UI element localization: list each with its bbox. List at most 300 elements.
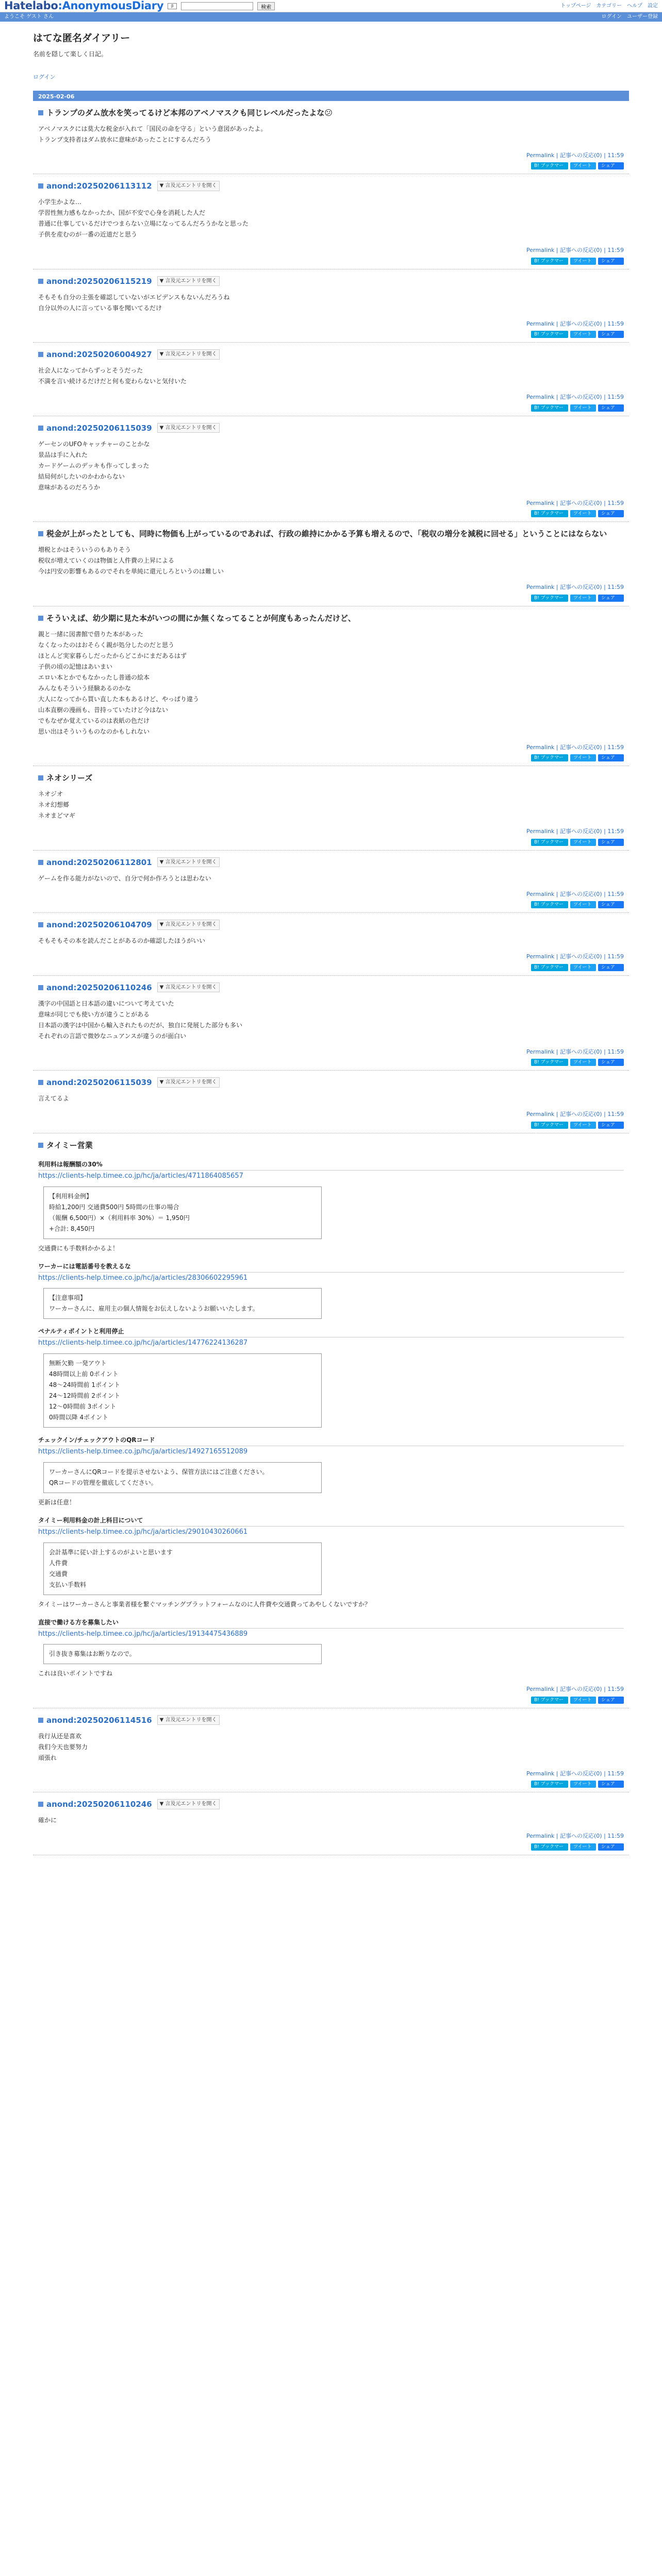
box-line: 12〜0時間前 3ポイント <box>49 1403 117 1410</box>
entry-time: 11:59 <box>607 1686 624 1693</box>
entry-footer-links: Permalink | 記事への反応(0) | 11:59 <box>526 584 624 591</box>
welcome-text: ようこそ ゲスト さん <box>4 14 54 20</box>
entry-title[interactable] <box>38 527 624 540</box>
entry-title-text[interactable]: anond:20250206113112 <box>46 181 152 191</box>
entry-time: 11:59 <box>607 1770 624 1777</box>
box-line: QRコードの管理を徹底してください。 <box>49 1479 157 1486</box>
help-url-link[interactable]: https://clients-help.timee.co.jp/hc/ja/articles/19134475436889 <box>38 1630 248 1638</box>
box-line: 48〜24時間前 1ポイント <box>49 1381 120 1388</box>
entry-line: ネオジオ <box>38 790 63 798</box>
bookmark-button[interactable]: B! ブックマーク <box>531 964 568 971</box>
entry <box>33 1071 629 1133</box>
open-source-entry-button[interactable]: ▼ 言及元エントリを開く <box>157 1715 220 1725</box>
bookmark-button[interactable]: B! ブックマーク <box>531 331 568 338</box>
refs-link[interactable]: 記事への反応(0) <box>560 320 602 327</box>
square-icon <box>38 985 43 990</box>
share-buttons <box>38 754 624 768</box>
permalink-link[interactable]: Permalink <box>526 953 555 960</box>
refs-link[interactable]: 記事への反応(0) <box>560 584 602 591</box>
entry-title[interactable] <box>38 179 624 193</box>
permalink-link[interactable]: Permalink <box>526 1770 555 1777</box>
entry-title-text[interactable]: anond:20250206115219 <box>46 276 152 286</box>
entry <box>33 101 629 175</box>
beta-badge: β <box>168 3 177 9</box>
entry-footer-links: Permalink | 記事への反応(0) | 11:59 <box>526 953 624 960</box>
entry-footer-links: Permalink | 記事への反応(0) | 11:59 <box>526 247 624 254</box>
entry <box>33 416 629 522</box>
link-top[interactable]: トップページ <box>560 3 591 9</box>
entry-title[interactable] <box>38 1076 624 1089</box>
entry-title-text[interactable]: anond:20250206104709 <box>46 920 152 929</box>
entry-footer-links: Permalink | 記事への反応(0) | 11:59 <box>526 394 624 401</box>
timee-entry <box>33 1133 629 1708</box>
section-heading: 利用料は報酬額の30% <box>38 1159 624 1171</box>
facebook-share-button[interactable]: シェア <box>598 1843 624 1851</box>
entry-line: 我们今天也要努力 <box>38 1743 88 1751</box>
entry-body <box>38 197 624 240</box>
entry-line: 頑張れ <box>38 1754 57 1761</box>
permalink-link[interactable]: Permalink <box>526 1833 555 1840</box>
permalink-link[interactable]: Permalink <box>526 1111 555 1118</box>
entry-title-text[interactable]: anond:20250206112801 <box>46 857 152 867</box>
link-settings[interactable]: 設定 <box>648 3 658 9</box>
open-source-entry-button[interactable]: ▼ 言及元エントリを開く <box>157 982 220 993</box>
section-heading: チェックイン/チェックアウトのQRコード <box>38 1435 624 1446</box>
topbar <box>0 0 662 12</box>
entry-footer-links: Permalink | 記事への反応(0) | 11:59 <box>526 743 624 751</box>
entry-time: 11:59 <box>607 1833 624 1840</box>
entry-title[interactable] <box>38 275 624 288</box>
permalink-link[interactable]: Permalink <box>526 890 555 897</box>
share-buttons <box>38 901 624 914</box>
square-icon <box>38 1080 43 1085</box>
box-line: 支払い手数料 <box>49 1581 87 1588</box>
tweet-button[interactable]: ツイート <box>570 1843 596 1851</box>
square-icon <box>38 531 43 536</box>
entry-time: 11:59 <box>607 1111 624 1118</box>
bookmark-button[interactable]: B! ブックマーク <box>531 1781 568 1788</box>
bookmark-button[interactable]: B! ブックマーク <box>531 1059 568 1066</box>
box-line: 時給1,200円 交通費500円 5時間の仕事の場合 <box>49 1203 179 1211</box>
facebook-share-button[interactable]: シェア <box>598 510 624 517</box>
entry-line: 山本直樹の漫画も、昔持っていたけど今はない <box>38 706 169 714</box>
box-line: 【利用料金例】 <box>49 1192 93 1200</box>
tweet-button[interactable]: ツイート <box>570 331 596 338</box>
entry <box>33 343 629 416</box>
refs-link[interactable]: 記事への反応(0) <box>560 890 602 897</box>
refs-link[interactable]: 記事への反応(0) <box>560 1048 602 1055</box>
entry <box>33 269 629 343</box>
entry-footer-links: Permalink | 記事への反応(0) | 11:59 <box>526 151 624 159</box>
square-icon <box>38 1143 43 1148</box>
entry-title[interactable]: タイミー営業 <box>38 1139 624 1152</box>
bookmark-button[interactable]: B! ブックマーク <box>531 754 568 761</box>
refs-link[interactable]: 記事への反応(0) <box>560 1686 602 1693</box>
entry-title[interactable] <box>38 1798 624 1811</box>
entry-time: 11:59 <box>607 890 624 897</box>
entry-title[interactable] <box>38 1714 624 1727</box>
square-icon <box>38 1802 43 1807</box>
permalink-link[interactable]: Permalink <box>526 743 555 751</box>
permalink-link[interactable]: Permalink <box>526 828 555 835</box>
entry-line: 親と一緒に図書館で借りた本があった <box>38 630 143 638</box>
section-heading: ワーカーには電話番号を教えるな <box>38 1261 624 1273</box>
entry-title-text[interactable]: anond:20250206115039 <box>46 1078 152 1087</box>
entry-body <box>38 1731 624 1764</box>
entry-title-text[interactable]: anond:20250206004927 <box>46 350 152 359</box>
entry-time: 11:59 <box>607 394 624 401</box>
open-source-entry-button[interactable]: ▼ 言及元エントリを開く <box>157 276 220 286</box>
quote-box <box>43 1462 322 1493</box>
entry-line: 言えてるよ <box>38 1095 70 1103</box>
quote-box <box>43 1353 322 1428</box>
tweet-button[interactable]: ツイート <box>570 964 596 971</box>
entry-line: そもそも自分の主張を確認していないがエビデンスもないんだろうね <box>38 293 230 301</box>
tweet-button[interactable]: ツイート <box>570 595 596 602</box>
entry-title-text[interactable]: そういえば、幼少期に見た本がいつの間にか無くなってることが何度もあったんだけど、 <box>46 613 356 623</box>
tweet-button[interactable]: ツイート <box>570 754 596 761</box>
entry <box>33 522 629 606</box>
open-source-entry-button[interactable]: ▼ 言及元エントリを開く <box>157 181 220 191</box>
entry-title-text[interactable]: 税金が上がったとしても、同時に物価も上がっているのであれば、行政の維持にかかる予算も増えるので、「税収の増分を減税に回せる」ということにはならない <box>46 529 607 538</box>
square-icon <box>38 183 43 189</box>
section-note: タイミーはワーカーさんと事業者様を繋ぐマッチングプラットフォームなのに人件費や交通費ってあやしくないですか？ <box>38 1600 371 1608</box>
quote-box <box>43 1543 322 1595</box>
permalink-link[interactable]: Permalink <box>526 151 555 159</box>
entry-title-text[interactable]: anond:20250206110246 <box>46 982 152 992</box>
quote-box <box>43 1644 322 1664</box>
permalink-link[interactable]: Permalink <box>526 320 555 327</box>
bookmark-button[interactable]: B! ブックマーク <box>531 404 568 412</box>
share-buttons <box>38 1697 624 1710</box>
help-url-link[interactable]: https://clients-help.timee.co.jp/hc/ja/articles/29010430260661 <box>38 1528 248 1536</box>
bookmark-button[interactable]: B! ブックマーク <box>531 839 568 846</box>
box-line: 0時間以降 4ポイント <box>49 1414 109 1421</box>
facebook-share-button[interactable]: シェア <box>598 754 624 761</box>
permalink-link[interactable]: Permalink <box>526 1048 555 1055</box>
share-buttons <box>38 510 624 523</box>
entry-title-text[interactable]: ネオシリーズ <box>46 773 93 783</box>
box-line: 【注意事項】 <box>49 1294 87 1302</box>
entry-body <box>38 998 624 1042</box>
entry-time: 11:59 <box>607 743 624 751</box>
refs-link[interactable]: 記事への反応(0) <box>560 247 602 254</box>
entry <box>33 851 629 913</box>
tweet-button[interactable]: ツイート <box>570 1122 596 1129</box>
entry-time: 11:59 <box>607 320 624 327</box>
entry-title-text[interactable]: anond:20250206110246 <box>46 1800 152 1809</box>
entry-body <box>38 439 624 493</box>
square-icon <box>38 922 43 927</box>
tweet-button[interactable]: ツイート <box>570 901 596 908</box>
entry-line: みんなもそういう経験あるのかな <box>38 684 131 692</box>
refs-link[interactable]: 記事への反応(0) <box>560 394 602 401</box>
box-line: 24〜12時間前 2ポイント <box>49 1392 120 1399</box>
entry-title[interactable] <box>38 771 624 785</box>
open-source-entry-button[interactable]: ▼ 言及元エントリを開く <box>157 423 220 433</box>
entry-list <box>33 101 629 1133</box>
page-header <box>0 22 662 84</box>
entry <box>33 913 629 976</box>
search-button[interactable]: 検索 <box>257 2 275 10</box>
share-buttons <box>38 1122 624 1135</box>
facebook-share-button[interactable]: シェア <box>598 1697 624 1704</box>
bookmark-button[interactable]: B! ブックマーク <box>531 901 568 908</box>
entry-line: ほとんど実家暮らしだったからどこかにまだあるはず <box>38 652 187 659</box>
entry <box>33 606 629 767</box>
entry-title[interactable] <box>38 106 624 120</box>
entry <box>33 1792 629 1855</box>
facebook-share-button[interactable]: シェア <box>598 258 624 265</box>
share-buttons <box>38 1059 624 1072</box>
entry-time: 11:59 <box>607 953 624 960</box>
share-buttons <box>38 162 624 176</box>
share-buttons <box>38 331 624 344</box>
entry-line: ネオまどマギ <box>38 812 76 820</box>
section-heading: ペナルティポイントと利用停止 <box>38 1326 624 1337</box>
entry-line: 今は円安の影響もあるのでそれを単純に還元しろというのは難しい <box>38 568 224 575</box>
bookmark-button[interactable]: B! ブックマーク <box>531 1843 568 1851</box>
entry-body <box>38 124 624 145</box>
entry-footer-links: Permalink | 記事への反応(0) | 11:59 <box>526 828 624 835</box>
tweet-button[interactable]: ツイート <box>570 404 596 412</box>
bookmark-button[interactable]: B! ブックマーク <box>531 162 568 170</box>
open-source-entry-button[interactable]: ▼ 言及元エントリを開く <box>157 857 220 868</box>
square-icon <box>38 352 43 357</box>
refs-link[interactable]: 記事への反応(0) <box>560 1833 602 1840</box>
share-buttons <box>38 1843 624 1857</box>
entry-line: 不満を言い続けるだけだと何も変わらないと気付いた <box>38 378 187 385</box>
share-buttons <box>38 595 624 608</box>
permalink-link[interactable]: Permalink <box>526 247 555 254</box>
open-source-entry-button[interactable]: ▼ 言及元エントリを開く <box>157 920 220 930</box>
entry-line: 思い出はそういうものなのかもしれない <box>38 727 150 735</box>
section-heading: 直接で働ける方を募集したい <box>38 1617 624 1629</box>
entry-line: 社会人になってからずっとそうだった <box>38 367 143 375</box>
bookmark-button[interactable]: B! ブックマーク <box>531 258 568 265</box>
entry-title[interactable] <box>38 421 624 435</box>
open-source-entry-button[interactable]: ▼ 言及元エントリを開く <box>157 1799 220 1809</box>
help-url-link[interactable]: https://clients-help.timee.co.jp/hc/ja/articles/28306602295961 <box>38 1274 248 1282</box>
quote-box <box>43 1288 322 1319</box>
tweet-button[interactable]: ツイート <box>570 1059 596 1066</box>
entry-line: でもなぜか覚えているのは表紙の色だけ <box>38 717 150 724</box>
entry-time: 11:59 <box>607 151 624 159</box>
bookmark-button[interactable]: B! ブックマーク <box>531 510 568 517</box>
entry-time: 11:59 <box>607 1048 624 1055</box>
entry-line: アベノマスクには莫大な税金が入れて「国民の命を守る」という意図があったよ。 <box>38 125 267 132</box>
bookmark-button[interactable]: B! ブックマーク <box>531 1697 568 1704</box>
share-buttons <box>38 404 624 418</box>
open-source-entry-button[interactable]: ▼ 言及元エントリを開く <box>157 349 220 360</box>
section-note: これは良いポイントですね <box>38 1670 113 1677</box>
entry-body <box>38 1093 624 1104</box>
entry-footer-links: Permalink | 記事への反応(0) | 11:59 <box>526 1833 624 1840</box>
entry-title-text[interactable]: anond:20250206114516 <box>46 1715 152 1725</box>
tweet-button[interactable]: ツイート <box>570 839 596 846</box>
entry <box>33 976 629 1071</box>
tweet-button[interactable]: ツイート <box>570 258 596 265</box>
tweet-button[interactable]: ツイート <box>570 1781 596 1788</box>
entry-line: 漢字の中国語と日本語の違いについて考えていた <box>38 999 174 1007</box>
quote-box <box>43 1187 322 1239</box>
entry-body <box>38 545 624 577</box>
help-url-link[interactable]: https://clients-help.timee.co.jp/hc/ja/articles/4711864085657 <box>38 1172 243 1180</box>
entry-title[interactable] <box>38 348 624 361</box>
section-note: 更新は任意！ <box>38 1498 76 1506</box>
entry <box>33 174 629 269</box>
entries-main <box>33 91 629 1855</box>
entry-line: 大人になってから買い直した本もあるけど、やっぱり違う <box>38 695 200 703</box>
entry-line: 自分以外の人に言っている事を聞いてるだけ <box>38 304 162 312</box>
help-url-link[interactable]: https://clients-help.timee.co.jp/hc/ja/articles/14776224136287 <box>38 1339 248 1347</box>
permalink-link[interactable]: Permalink <box>526 499 555 506</box>
entry-footer-links: Permalink | 記事への反応(0) | 11:59 <box>526 320 624 327</box>
box-line: 会計基準に従い計上するのがよいと思います <box>49 1548 173 1556</box>
entry-time: 11:59 <box>607 828 624 835</box>
entry-body <box>38 365 624 387</box>
box-line: +合計: 8,450円 <box>49 1225 95 1232</box>
entry-time: 11:59 <box>607 499 624 506</box>
entry-line: 景品は手に入れた <box>38 451 88 459</box>
entry-time: 11:59 <box>607 584 624 591</box>
facebook-share-button[interactable]: シェア <box>598 331 624 338</box>
entry-title-text[interactable]: トランプのダム放水を笑ってるけど本邦のアベノマスクも同じレベルだったよな😕 <box>46 108 333 117</box>
entry-line: 普通に仕事しているだけでつまらない立場になってるんだろうかなと思った <box>38 220 249 228</box>
site-logo[interactable]: Hatelabo:AnonymousDiary <box>4 0 164 12</box>
entry-body <box>38 873 624 884</box>
box-line: （報酬 6,500円）×（利用料率 30%）＝ 1,950円 <box>49 1214 190 1222</box>
facebook-share-button[interactable]: シェア <box>598 839 624 846</box>
box-line: ワーカーさんに、雇用主の個人情報をお伝えしないようお願いいたします。 <box>49 1305 259 1313</box>
facebook-share-button[interactable]: シェア <box>598 1059 624 1066</box>
tweet-button[interactable]: ツイート <box>570 1697 596 1704</box>
entry-line: それぞれの言語で微妙なニュアンスが違うのが面白い <box>38 1032 187 1040</box>
permalink-link[interactable]: Permalink <box>526 584 555 591</box>
square-icon <box>38 1718 43 1723</box>
entry-body <box>38 1815 624 1826</box>
facebook-share-button[interactable]: シェア <box>598 595 624 602</box>
bookmark-button[interactable]: B! ブックマーク <box>531 595 568 602</box>
date-header: 2025-02-06 <box>33 91 629 101</box>
entry-line: 小学生かよな… <box>38 198 82 206</box>
entry-line: ゲーセンのUFOキャッチャーのことかな <box>38 440 150 448</box>
square-icon <box>38 860 43 865</box>
link-help[interactable]: ヘルプ <box>627 3 642 9</box>
entry-line: 意味があるのだろうか <box>38 483 101 491</box>
entry-line: カードゲームのデッキも作ってしまった <box>38 462 150 469</box>
entry-title[interactable] <box>38 856 624 869</box>
refs-link[interactable]: 記事への反応(0) <box>560 828 602 835</box>
entry-footer-links: Permalink | 記事への反応(0) | 11:59 <box>526 890 624 897</box>
section-heading: タイミー利用料金の計上科目について <box>38 1515 624 1527</box>
entry-line: そもそもその本を読んだことがあるのか確認したほうがいい <box>38 937 206 945</box>
refs-link[interactable]: 記事への反応(0) <box>560 151 602 159</box>
box-line: 交通費 <box>49 1570 68 1578</box>
entry <box>33 766 629 851</box>
box-line: 引き抜き募集はお断りなので。 <box>49 1650 136 1658</box>
page-description: 名前を隠して楽しく日記。 <box>33 50 108 58</box>
share-buttons <box>38 1781 624 1794</box>
entry-line: 子供を産むのが一番の近道だと思う <box>38 231 138 239</box>
box-line: 48時間以上前 0ポイント <box>49 1370 119 1378</box>
login-button[interactable]: ログイン <box>33 74 56 81</box>
open-source-entry-button[interactable]: ▼ 言及元エントリを開く <box>157 1077 220 1088</box>
register-link[interactable]: ユーザー登録 <box>627 14 658 20</box>
box-line: 無断欠勤 一発アウト <box>49 1360 107 1367</box>
refs-link[interactable]: 記事への反応(0) <box>560 953 602 960</box>
entry-title[interactable] <box>38 612 624 625</box>
page-title: はてな匿名ダイアリー <box>33 32 130 44</box>
entry-line: 確かに <box>38 1817 57 1824</box>
entry-footer-links: Permalink | 記事への反応(0) | 11:59 <box>526 499 624 506</box>
entry-line: 税収が増えていくのは物価と人件費の上昇による <box>38 557 175 565</box>
square-icon <box>38 616 43 621</box>
entry-footer-links: Permalink | 記事への反応(0) | 11:59 <box>526 1111 624 1118</box>
entry-line: 学習性無力感もなかったか、国が不安で心身を消耗した人だ <box>38 209 206 217</box>
facebook-share-button[interactable]: シェア <box>598 1781 624 1788</box>
entry-time: 11:59 <box>607 247 624 254</box>
square-icon <box>38 775 43 781</box>
entry-title[interactable] <box>38 918 624 931</box>
refs-link[interactable]: 記事への反応(0) <box>560 1111 602 1118</box>
entry-title[interactable] <box>38 981 624 994</box>
permalink-link[interactable]: Permalink <box>526 1686 555 1693</box>
entry-title-text[interactable]: anond:20250206115039 <box>46 423 152 433</box>
entry-line: トランプ支持者はダム放水に意味があったことにするんだろう <box>38 135 211 143</box>
entry-body <box>38 629 624 737</box>
refs-link[interactable]: 記事への反応(0) <box>560 499 602 506</box>
entry-line: 増税とかはそういうのもありそう <box>38 546 131 554</box>
login-link[interactable]: ログイン <box>601 14 622 20</box>
box-line: 人件費 <box>49 1559 68 1567</box>
help-url-link[interactable]: https://clients-help.timee.co.jp/hc/ja/articles/14927165512089 <box>38 1448 248 1455</box>
facebook-share-button[interactable]: シェア <box>598 404 624 412</box>
entry-line: 子供の頃の記憶はあいまい <box>38 663 113 670</box>
entry-footer-links: Permalink | 記事への反応(0) | 11:59 <box>526 1048 624 1055</box>
permalink-link[interactable]: Permalink <box>526 394 555 401</box>
entry-line: 日本語の漢字は中国から輸入されたものだが、独自に発展した部分も多い <box>38 1021 243 1029</box>
entry-body <box>38 789 624 821</box>
entry-line: 我行从还是喜欢 <box>38 1732 82 1740</box>
entry-line: ゲームを作る能力がないので、自分で何か作ろうとは思わない <box>38 874 211 882</box>
entry-line: 結局何がしたいのかわからない <box>38 472 125 480</box>
facebook-share-button[interactable]: シェア <box>598 901 624 908</box>
entry-footer-links: Permalink | 記事への反応(0) | 11:59 <box>526 1686 624 1693</box>
bookmark-button[interactable]: B! ブックマーク <box>531 1122 568 1129</box>
facebook-share-button[interactable]: シェア <box>598 964 624 971</box>
entry-body <box>38 936 624 946</box>
entry <box>33 1708 629 1793</box>
refs-link[interactable]: 記事への反応(0) <box>560 743 602 751</box>
entry-body <box>38 292 624 314</box>
facebook-share-button[interactable]: シェア <box>598 162 624 170</box>
tweet-button[interactable]: ツイート <box>570 510 596 517</box>
tweet-button[interactable]: ツイート <box>570 162 596 170</box>
facebook-share-button[interactable]: シェア <box>598 1122 624 1129</box>
link-category[interactable]: カテゴリー <box>596 3 622 9</box>
square-icon <box>38 110 43 115</box>
search-input[interactable] <box>181 2 253 10</box>
refs-link[interactable]: 記事への反応(0) <box>560 1770 602 1777</box>
square-icon <box>38 279 43 284</box>
share-buttons <box>38 839 624 852</box>
share-buttons <box>38 964 624 977</box>
section-note: 交通費にも手数料かかるよ！ <box>38 1244 119 1252</box>
share-buttons <box>38 258 624 271</box>
entry-line: 意味が同じでも使い方が違うことがある <box>38 1010 150 1018</box>
square-icon <box>38 426 43 431</box>
